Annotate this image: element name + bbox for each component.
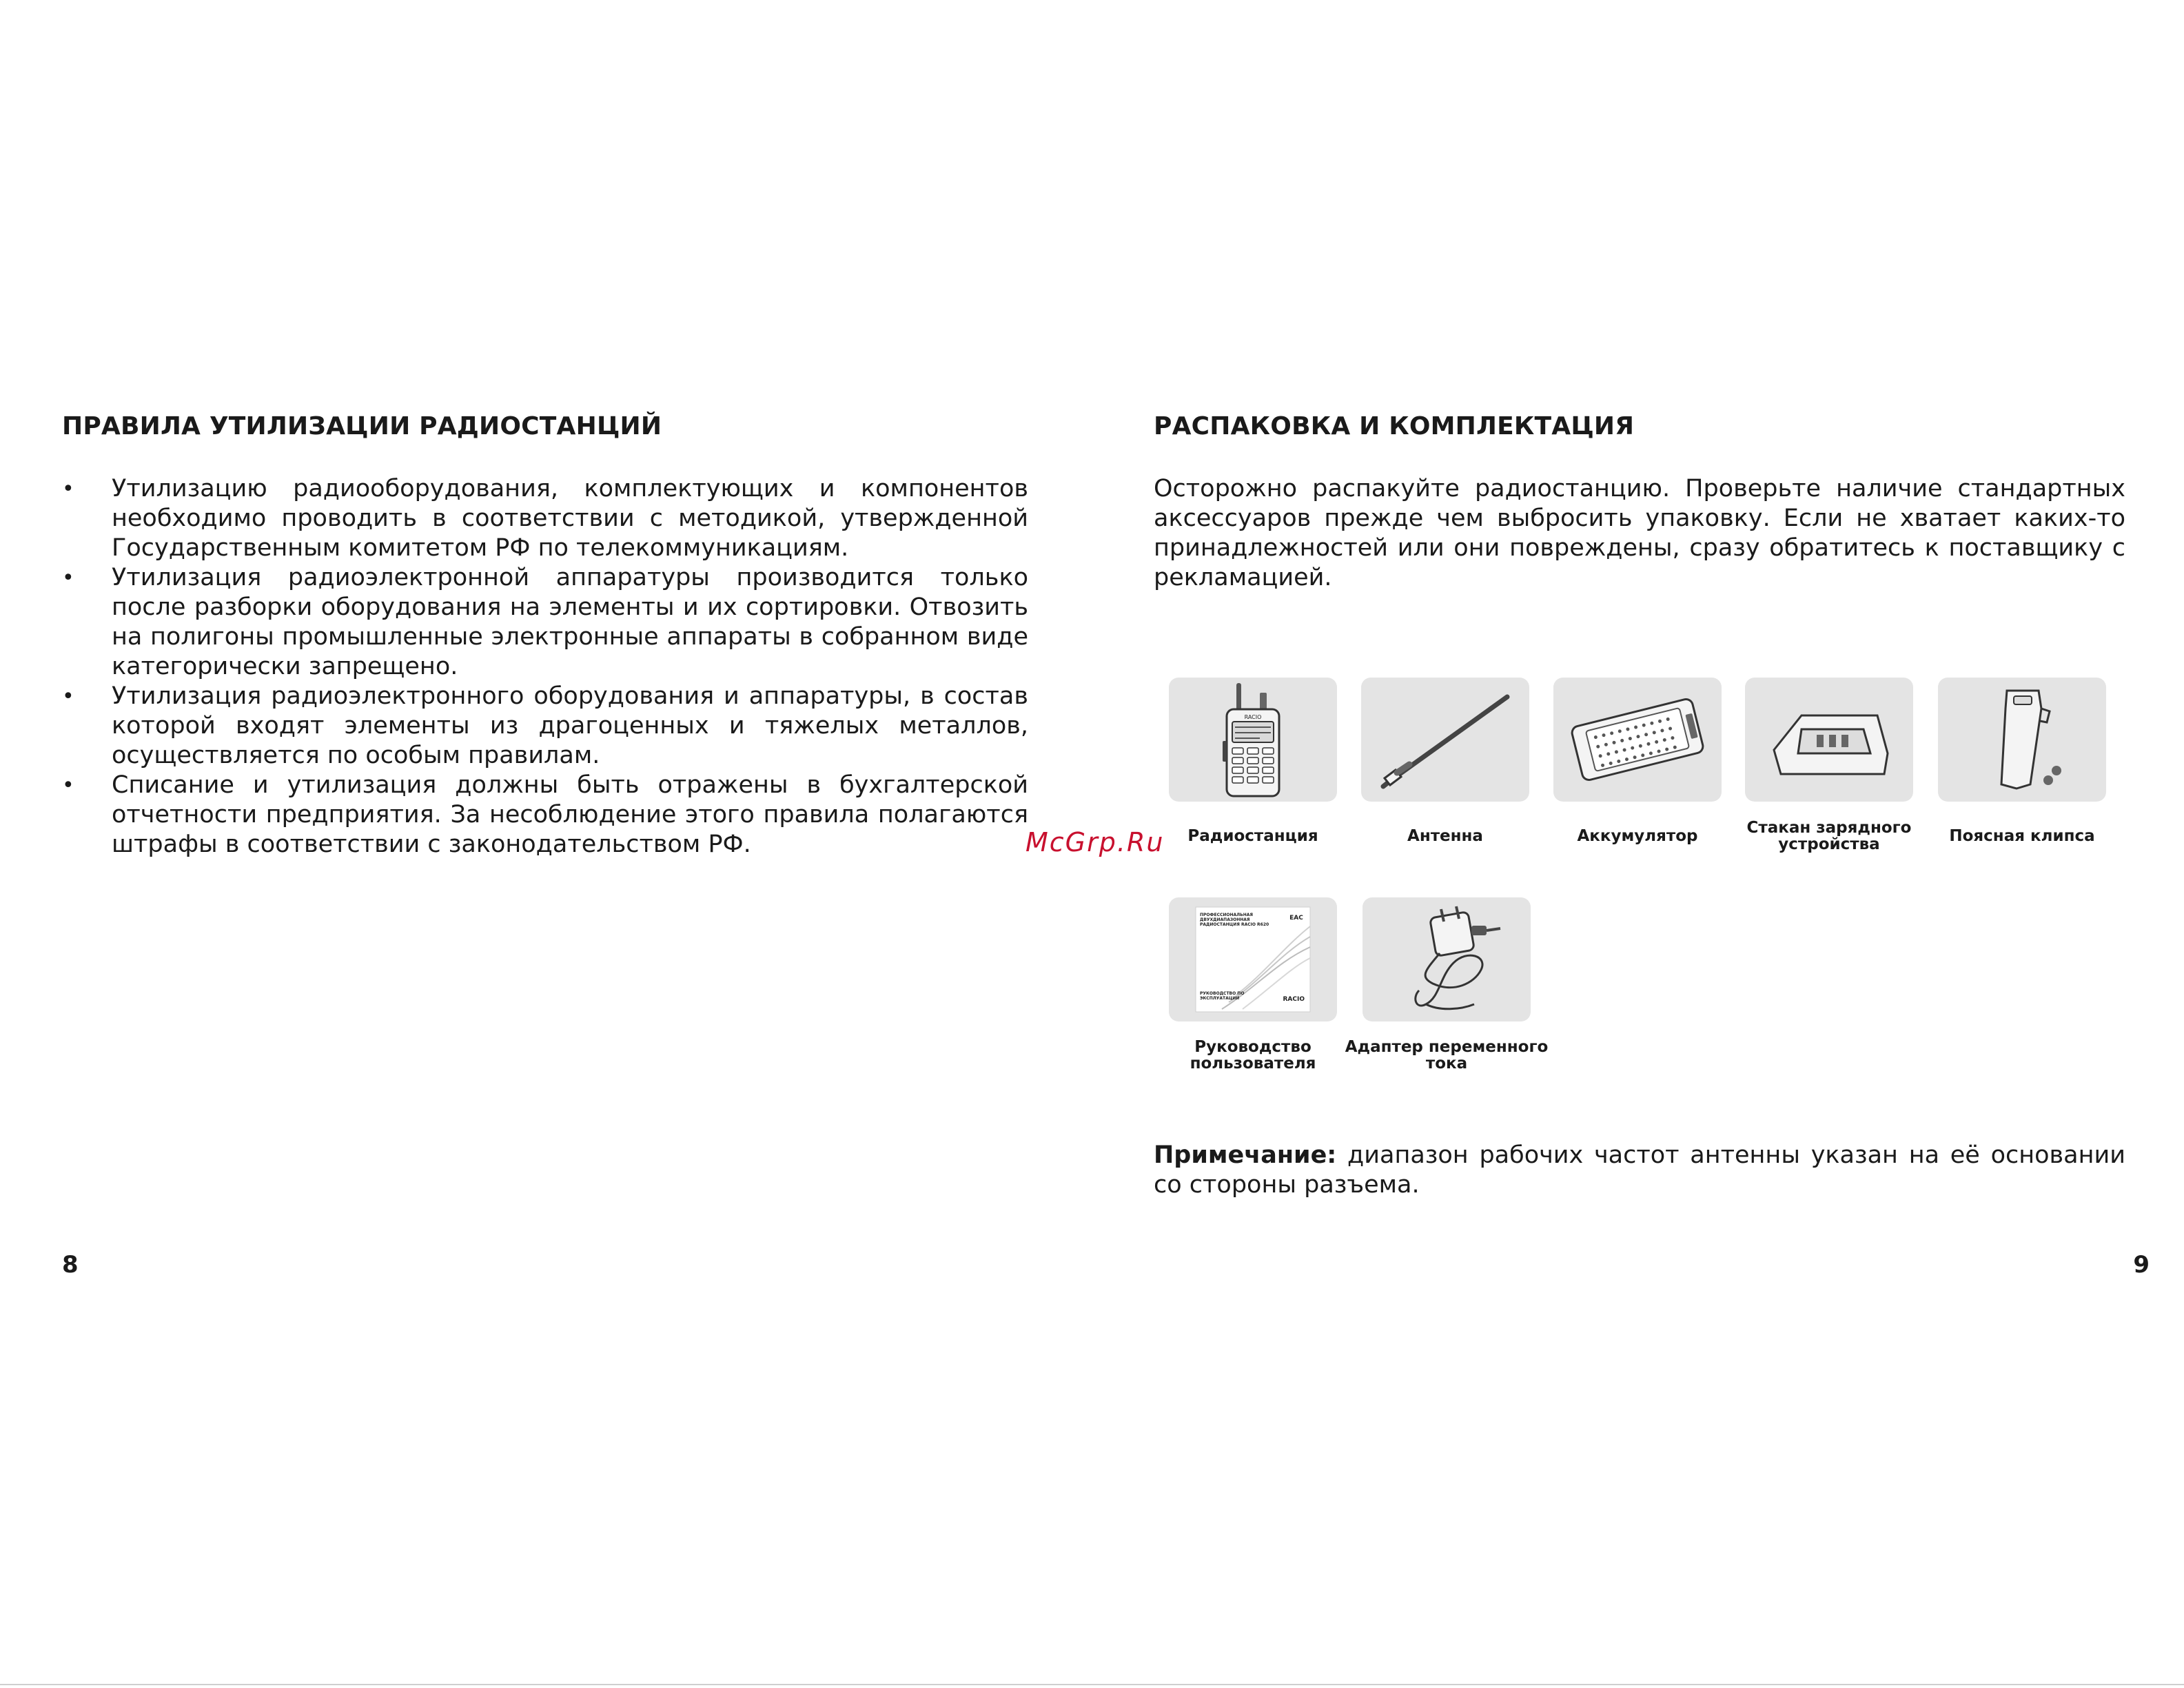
bullet-icon: •	[62, 477, 74, 501]
disposal-rules-heading: ПРАВИЛА УТИЛИЗАЦИИ РАДИОСТАНЦИЙ	[62, 412, 662, 440]
watermark: McGrp.Ru	[1025, 827, 1165, 857]
antenna-label: Антенна	[1407, 827, 1483, 845]
bottom-divider	[0, 1684, 2184, 1685]
manual-cover-subtitle: РУКОВОДСТВО ПО ЭКСПЛУАТАЦИИ	[1200, 991, 1245, 1001]
note-text: диапазон рабочих частот антенны указан на её основании со стороны разъема.	[1154, 1141, 2125, 1199]
disposal-rules-list	[62, 474, 1028, 860]
battery-tile	[1553, 678, 1722, 802]
page-number: 8	[62, 1251, 79, 1279]
ac-adapter-tile	[1363, 897, 1531, 1021]
charger-cradle-tile	[1745, 678, 1913, 802]
intro-paragraph: Осторожно распакуйте радиостанцию. Проверьте наличие стандартных аксессуаров прежде чем выбросить упаковку. Если не хватает каких-то принадлежностей или они повреждены, сразу обратитесь к поставщику с рекламацией.	[1154, 475, 2125, 591]
list-item	[62, 771, 1028, 860]
manual-cover-title: ПРОФЕССИОНАЛЬНАЯ ДВУХДИАПАЗОННАЯ РАДИОСТАНЦИЯ RACIO R620	[1200, 913, 1269, 927]
charger-cradle-icon	[1760, 688, 1898, 791]
battery-icon	[1562, 684, 1713, 795]
charger-cradle-label: Стакан зарядного устройства	[1746, 819, 1912, 853]
ac-adapter-icon	[1378, 901, 1515, 1018]
manual-icon	[1194, 906, 1312, 1013]
bullet-icon: •	[62, 684, 74, 709]
antenna-icon	[1369, 684, 1521, 795]
list-item-text: Утилизация радиоэлектронного оборудования и аппаратуры, в состав которой входят элементы из драгоценных и тяжелых металлов, осуществляется по особым правилам.	[112, 682, 1028, 769]
bullet-icon: •	[62, 773, 74, 797]
eac-mark: EAC	[1289, 915, 1303, 922]
bullet-icon: •	[62, 566, 74, 590]
manual-brand-logo: RACIO	[1283, 996, 1305, 1003]
list-item-text: Утилизация радиоэлектронной аппаратуры производится только после разборки оборудования на элементы и их сортировки. Отвозить на полигоны промышленные электронные аппараты в собранном виде категорически запрещено.	[112, 564, 1028, 680]
belt-clip-label: Поясная клипса	[1949, 827, 2095, 845]
battery-label: Аккумулятор	[1577, 827, 1698, 845]
radio-tile	[1169, 678, 1337, 802]
belt-clip-icon	[1953, 681, 2091, 798]
radio-brand-label: RACIO	[1244, 714, 1262, 720]
page-number: 9	[2133, 1251, 2150, 1279]
list-item	[62, 563, 1028, 682]
manual-tile	[1169, 897, 1337, 1021]
antenna-tile	[1361, 678, 1529, 802]
unpacking-heading: РАСПАКОВКА И КОМПЛЕКТАЦИЯ	[1154, 412, 1635, 440]
note-label: Примечание:	[1154, 1141, 1337, 1169]
list-item	[62, 474, 1028, 563]
note-paragraph	[1154, 1141, 2125, 1200]
radio-label: Радиостанция	[1187, 827, 1318, 845]
manual-label: Руководство пользователя	[1190, 1038, 1316, 1072]
list-item	[62, 682, 1028, 771]
right-page	[1092, 0, 2184, 1688]
list-item-text: Списание и утилизация должны быть отражены в бухгалтерской отчетности предприятия. За несоблюдение этого правила полагаются штрафы в соответствии с законодательством РФ.	[112, 771, 1028, 858]
list-item-text: Утилизацию радиооборудования, комплектующих и компонентов необходимо проводить в соответствии с методикой, утвержденной Государственным комитетом РФ по телекоммуникациям.	[112, 475, 1028, 562]
belt-clip-tile	[1938, 678, 2106, 802]
radio-icon	[1218, 679, 1287, 800]
ac-adapter-label: Адаптер переменного тока	[1345, 1038, 1549, 1072]
